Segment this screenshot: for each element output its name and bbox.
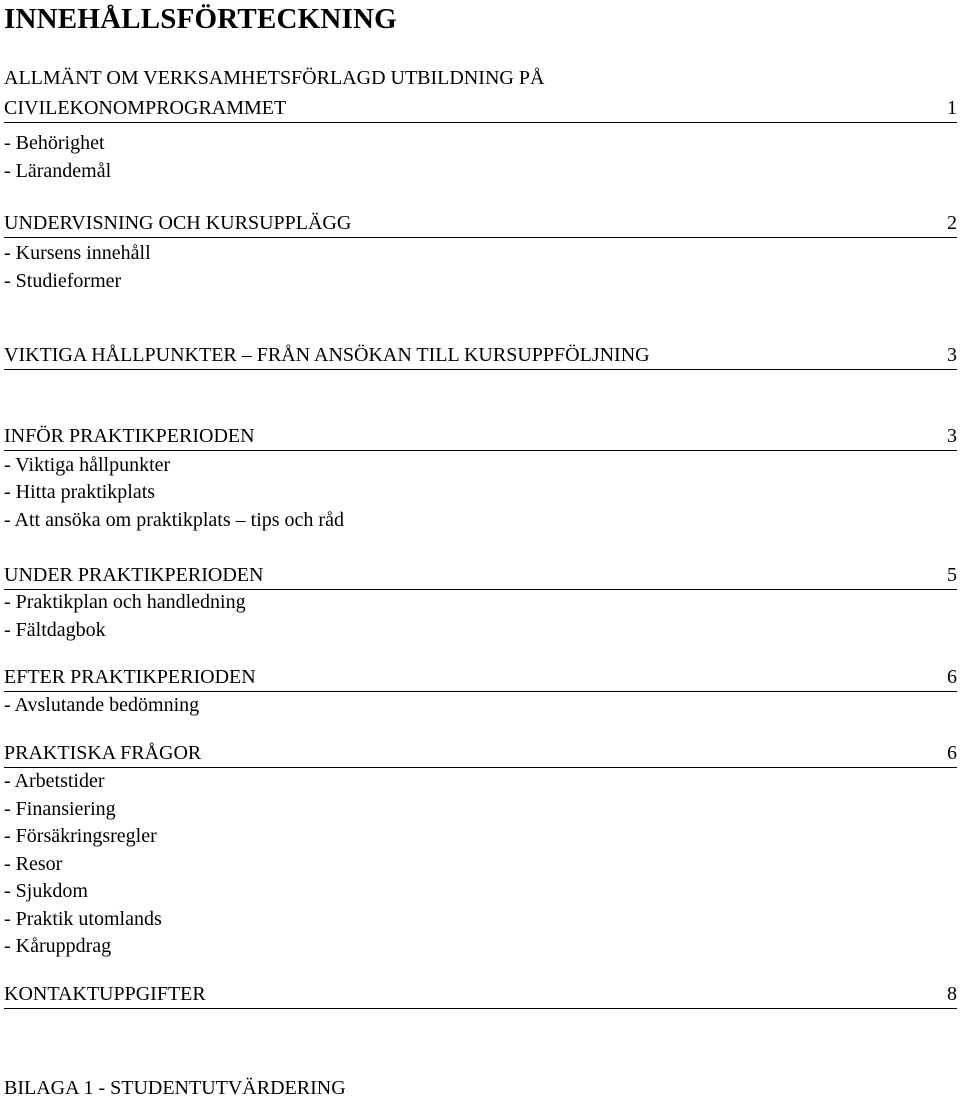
toc-page-number: 5 bbox=[947, 564, 957, 586]
toc-heading: UNDERVISNING OCH KURSUPPLÄGG bbox=[4, 212, 352, 234]
toc-heading: VIKTIGA HÅLLPUNKTER – FRÅN ANSÖKAN TILL KURSUPPFÖLJNING bbox=[4, 344, 650, 366]
appendix-entry[interactable]: BILAGA 1 - STUDENTUTVÄRDERING bbox=[4, 1077, 346, 1099]
toc-heading-line: ALLMÄNT OM VERKSAMHETSFÖRLAGD UTBILDNING PÅ bbox=[4, 67, 545, 89]
toc-subitem: - Avslutande bedömning bbox=[4, 694, 200, 716]
toc-subitem: - Sjukdom bbox=[4, 880, 88, 902]
toc-page-number: 8 bbox=[947, 983, 957, 1005]
toc-subitem: - Finansiering bbox=[4, 798, 116, 820]
toc-entry-undervisning[interactable] bbox=[4, 211, 957, 238]
toc-subitem: - Resor bbox=[4, 853, 63, 875]
toc-entry-under[interactable] bbox=[4, 563, 957, 590]
toc-subitem: - Behörighet bbox=[4, 132, 105, 154]
toc-entry-viktiga-hallpunkter[interactable] bbox=[4, 343, 957, 370]
toc-page-number: 6 bbox=[947, 666, 957, 688]
toc-entry-praktiska-fragor[interactable] bbox=[4, 741, 957, 768]
toc-page-number: 1 bbox=[947, 97, 957, 119]
toc-entry-kontaktuppgifter[interactable] bbox=[4, 982, 957, 1009]
toc-subitem: - Arbetstider bbox=[4, 770, 105, 792]
toc-subitem: - Studieformer bbox=[4, 270, 122, 292]
toc-subitem: - Kursens innehåll bbox=[4, 242, 151, 264]
toc-heading: UNDER PRAKTIKPERIODEN bbox=[4, 564, 264, 586]
toc-subitem: - Viktiga hållpunkter bbox=[4, 454, 171, 476]
toc-subitem: - Kåruppdrag bbox=[4, 935, 112, 957]
toc-entry-efter[interactable] bbox=[4, 665, 957, 692]
toc-heading: KONTAKTUPPGIFTER bbox=[4, 983, 206, 1005]
toc-heading: CIVILEKONOMPROGRAMMET bbox=[4, 97, 287, 119]
toc-heading: INFÖR PRAKTIKPERIODEN bbox=[4, 425, 255, 447]
toc-entry-allmant[interactable] bbox=[4, 96, 957, 123]
toc-page-number: 3 bbox=[947, 344, 957, 366]
toc-entry-infor[interactable] bbox=[4, 424, 957, 451]
page-title: INNEHÅLLSFÖRTECKNING bbox=[4, 3, 397, 35]
toc-page-number: 6 bbox=[947, 742, 957, 764]
toc-subitem: - Fältdagbok bbox=[4, 619, 106, 641]
toc-heading: PRAKTISKA FRÅGOR bbox=[4, 742, 202, 764]
toc-subitem: - Hitta praktikplats bbox=[4, 481, 156, 503]
toc-heading: EFTER PRAKTIKPERIODEN bbox=[4, 666, 256, 688]
toc-page-number: 3 bbox=[947, 425, 957, 447]
toc-subitem: - Praktik utomlands bbox=[4, 908, 162, 930]
toc-page-number: 2 bbox=[947, 212, 957, 234]
toc-subitem: - Praktikplan och handledning bbox=[4, 591, 246, 613]
toc-subitem: - Lärandemål bbox=[4, 160, 112, 182]
toc-subitem: - Att ansöka om praktikplats – tips och råd bbox=[4, 509, 344, 531]
toc-subitem: - Försäkringsregler bbox=[4, 825, 157, 847]
